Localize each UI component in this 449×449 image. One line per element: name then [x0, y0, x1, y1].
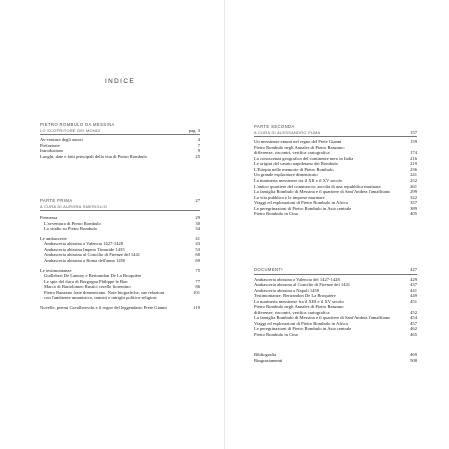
toc-entry-title: Le origini del casato napoletano dei Rombulo [254, 161, 338, 167]
toc-entry-title: L'antico quartiere del commercio: ascolta di una repubblica marinara [254, 183, 381, 189]
toc-entry-title: Le spie del duca di Borgogna Philippe le Bon [44, 278, 128, 284]
toc-entry-title: La marineria messinese fra il XIII e il XV secolo [254, 298, 344, 304]
page-number: 451 [410, 298, 417, 304]
toc-entry-title: Premessa [40, 215, 58, 221]
toc-entry-title: Ambasceria abissina al Concilio di Firenze del 1441 [44, 252, 141, 258]
page-number: 465 [410, 332, 417, 338]
section-heading-row [40, 198, 200, 204]
page-number: 86 [195, 284, 200, 290]
toc-entry-title: Le testimonianze [40, 267, 72, 273]
page-number: 77 [195, 278, 200, 284]
toc-entry [254, 332, 417, 338]
toc-entry-title: La conoscenza geografica del continente nero in Italia [254, 155, 354, 161]
toc-entry-title: Pietro Rombulo negli Annales di Pietro Ranzano [254, 304, 344, 310]
section-heading: PARTE PRIMA [40, 198, 73, 203]
toc-entry-title: Le ambascerie [40, 235, 67, 241]
page-number: 219 [410, 161, 417, 167]
section-heading: PARTE SECONDA [254, 124, 295, 129]
section-subheading: A CURA DI ALESSANDRO PUMA [254, 129, 321, 135]
page-number: 457 [410, 320, 417, 326]
toc-entry-title: Luoghi, date e fatti principali della vita di Pietro Rombulo [40, 153, 147, 159]
page-number: 452 [410, 309, 417, 315]
toc-entry-title: Ambasceria abissina a Roma dell'anno 1450 [44, 257, 126, 263]
toc-entry-title: Testimonianze. Bertrandon De La Broquière [254, 293, 336, 299]
page-number: 60 [195, 252, 200, 258]
page-number: 69 [195, 257, 200, 263]
page-number: 174 [410, 150, 417, 156]
page-number: 4 [197, 137, 200, 143]
toc-entry-title: Bibliografia [254, 352, 277, 357]
section-subheading: LO SCOPRITORE DEI MONDI [40, 127, 101, 133]
page-title: INDICE [104, 78, 136, 85]
toc-entry-title: Prefazione [40, 142, 60, 148]
toc-list [40, 211, 200, 310]
page-number: 216 [410, 155, 417, 161]
toc-entry-title: Ambasceria abissina a Napoli 1450 [254, 287, 320, 293]
toc-entry [40, 305, 200, 311]
toc-entry-title: Novelle, poemi Cavallereschi e il regno del leggendario Prete Gianni [40, 304, 167, 310]
page-number: 159 [410, 139, 417, 145]
toc-entry-title: Pietro Ranzano frate domenicano. Note biografiche, sue relazioni [44, 289, 165, 295]
toc-entry-title: Introduzione [40, 148, 64, 154]
section-heading: PIETRO ROMBULO DA MESSINA [40, 122, 115, 127]
page-number: 236 [410, 166, 417, 172]
toc-entry-title: Av-ventura degli autori [40, 137, 83, 143]
section-rombulo [40, 122, 200, 159]
page-number: 252 [410, 177, 417, 183]
page-number: 43 [195, 241, 200, 247]
page-number: 53 [195, 246, 200, 252]
toc-entry-title: Pietro Rombulo negli Annales di Pietro Ranzano: [254, 144, 345, 150]
page-number: 357 [410, 200, 417, 206]
toc-entry [254, 211, 417, 217]
toc-entry-title: differenze, riscontri, verifica cartografica [254, 309, 330, 315]
page-number: 441 [410, 287, 417, 293]
toc-entry-title: Ambasceria abissina a Valencia del 1427-1428 [254, 276, 340, 282]
page-number: 261 [410, 183, 417, 189]
toc-entry-title: Pietro Rombulo in Cina [254, 211, 298, 217]
right-page [254, 0, 417, 449]
page-number: 30 [195, 220, 200, 226]
toc-list [254, 275, 417, 338]
page-number: 427 [410, 267, 417, 272]
toc-entry-title: Ambasceria abissina a Valencia 1427-1428 [44, 241, 124, 247]
toc-entry [40, 154, 200, 160]
section-subheading: A CURA DI AURORA SMERIGLIO [40, 204, 108, 210]
toc-entry-title: Le peregrinazioni di Pietro Rombulo in Asia centrale [254, 205, 352, 211]
page-number: 75 [195, 267, 200, 273]
toc-entry-title: Viaggi ed esplorazioni di Pietro Rombulo in Africa [254, 200, 348, 206]
page-number: 157 [410, 129, 417, 135]
page-number: 405 [410, 211, 417, 217]
page-number: 437 [410, 282, 417, 288]
page-number: 299 [410, 189, 417, 195]
page-number: 25 [195, 153, 200, 159]
page-number: 508 [410, 357, 417, 363]
book-gutter [224, 0, 225, 449]
section-heading: DOCUMENTI [254, 267, 283, 272]
page-number: 429 [410, 276, 417, 282]
section-parte-seconda [254, 124, 417, 217]
page-number: 454 [410, 315, 417, 321]
toc-entry-title: Ambasceria abissina Impero Timuride 1435 [44, 246, 125, 252]
toc-list [254, 352, 417, 363]
page-number: 469 [410, 352, 417, 357]
toc-entry-title: Guillebert De Lannoy e Bertrandon De La Broquière [44, 273, 142, 279]
page-number: 322 [410, 194, 417, 200]
page-number: 389 [410, 205, 417, 211]
page-number: 101 [193, 289, 200, 295]
toc-entry-title: Viaggi ed esplorazioni di Pietro Rombulo in Africa [254, 320, 348, 326]
section-subheading-row [254, 129, 417, 135]
page-number: 27 [195, 198, 200, 203]
toc-entry [254, 358, 417, 364]
section-documenti [254, 267, 417, 338]
page-number: 119 [193, 304, 200, 310]
page-number: 41 [195, 235, 200, 241]
toc-entry-title: Ringraziamenti [254, 357, 283, 363]
page-number: 449 [410, 293, 417, 299]
toc-entry-title: Ambasceria abissina al Concilio di Firenze del 1441 [254, 282, 351, 288]
toc-entry-title: Marco di Bartolomeo Rustici cerello fiorentino [44, 284, 131, 290]
section-subheading-row [40, 127, 200, 133]
page-number: 29 [195, 215, 200, 221]
toc-list [40, 135, 200, 159]
page-number: 34 [195, 226, 200, 232]
page-number: 462 [410, 326, 417, 332]
section-heading-row [254, 267, 417, 273]
toc-entry-title: La marineria messinese tra il XII e il XV secolo [254, 177, 343, 183]
left-page [40, 0, 200, 449]
toc-entry-title: Lo studio su Pietro Rombulo [44, 226, 98, 232]
toc-entry-title: Le peregrinazioni di Pietro Rombulo in Asia centrale [254, 326, 352, 332]
page-number: 7 [197, 142, 200, 148]
section-appendix [254, 352, 417, 363]
toc-entry-title: La famiglia Rombulo di Messina e il quartiere di Sant'Andrea l'amalfitano [254, 189, 391, 195]
toc-entry-title: La famiglia Rombulo di Messina e il quartiere di Sant'Andrea l'amalfitano [254, 315, 391, 321]
page-number: 9 [197, 148, 200, 154]
toc-entry-title: Pietro Rombulo in Cina [254, 332, 298, 338]
toc-entry-title: L'Etiopia nelle memorie di Pietro Rombulo [254, 166, 334, 172]
toc-entry-title: La vita pubblica e le imprese marinare [254, 194, 325, 200]
toc-entry-title: L'avventura di Pietro Rombulo [44, 220, 101, 226]
toc-entry-title: Un grande esploratore dimenticato [254, 172, 318, 178]
toc-list [254, 137, 417, 217]
section-parte-prima [40, 198, 200, 310]
page-number: 241 [410, 172, 417, 178]
toc-entry-title: differenze, riscontri, verifica cartografica [254, 150, 330, 156]
toc-entry-title: Un messinese emunt nel regno del Prete Gianni [254, 139, 342, 145]
toc-entry-title: con l'ambiente umanistico, transiti e intrighi politico-religiosi [44, 295, 157, 301]
page-number: pag. 3 [188, 127, 200, 133]
